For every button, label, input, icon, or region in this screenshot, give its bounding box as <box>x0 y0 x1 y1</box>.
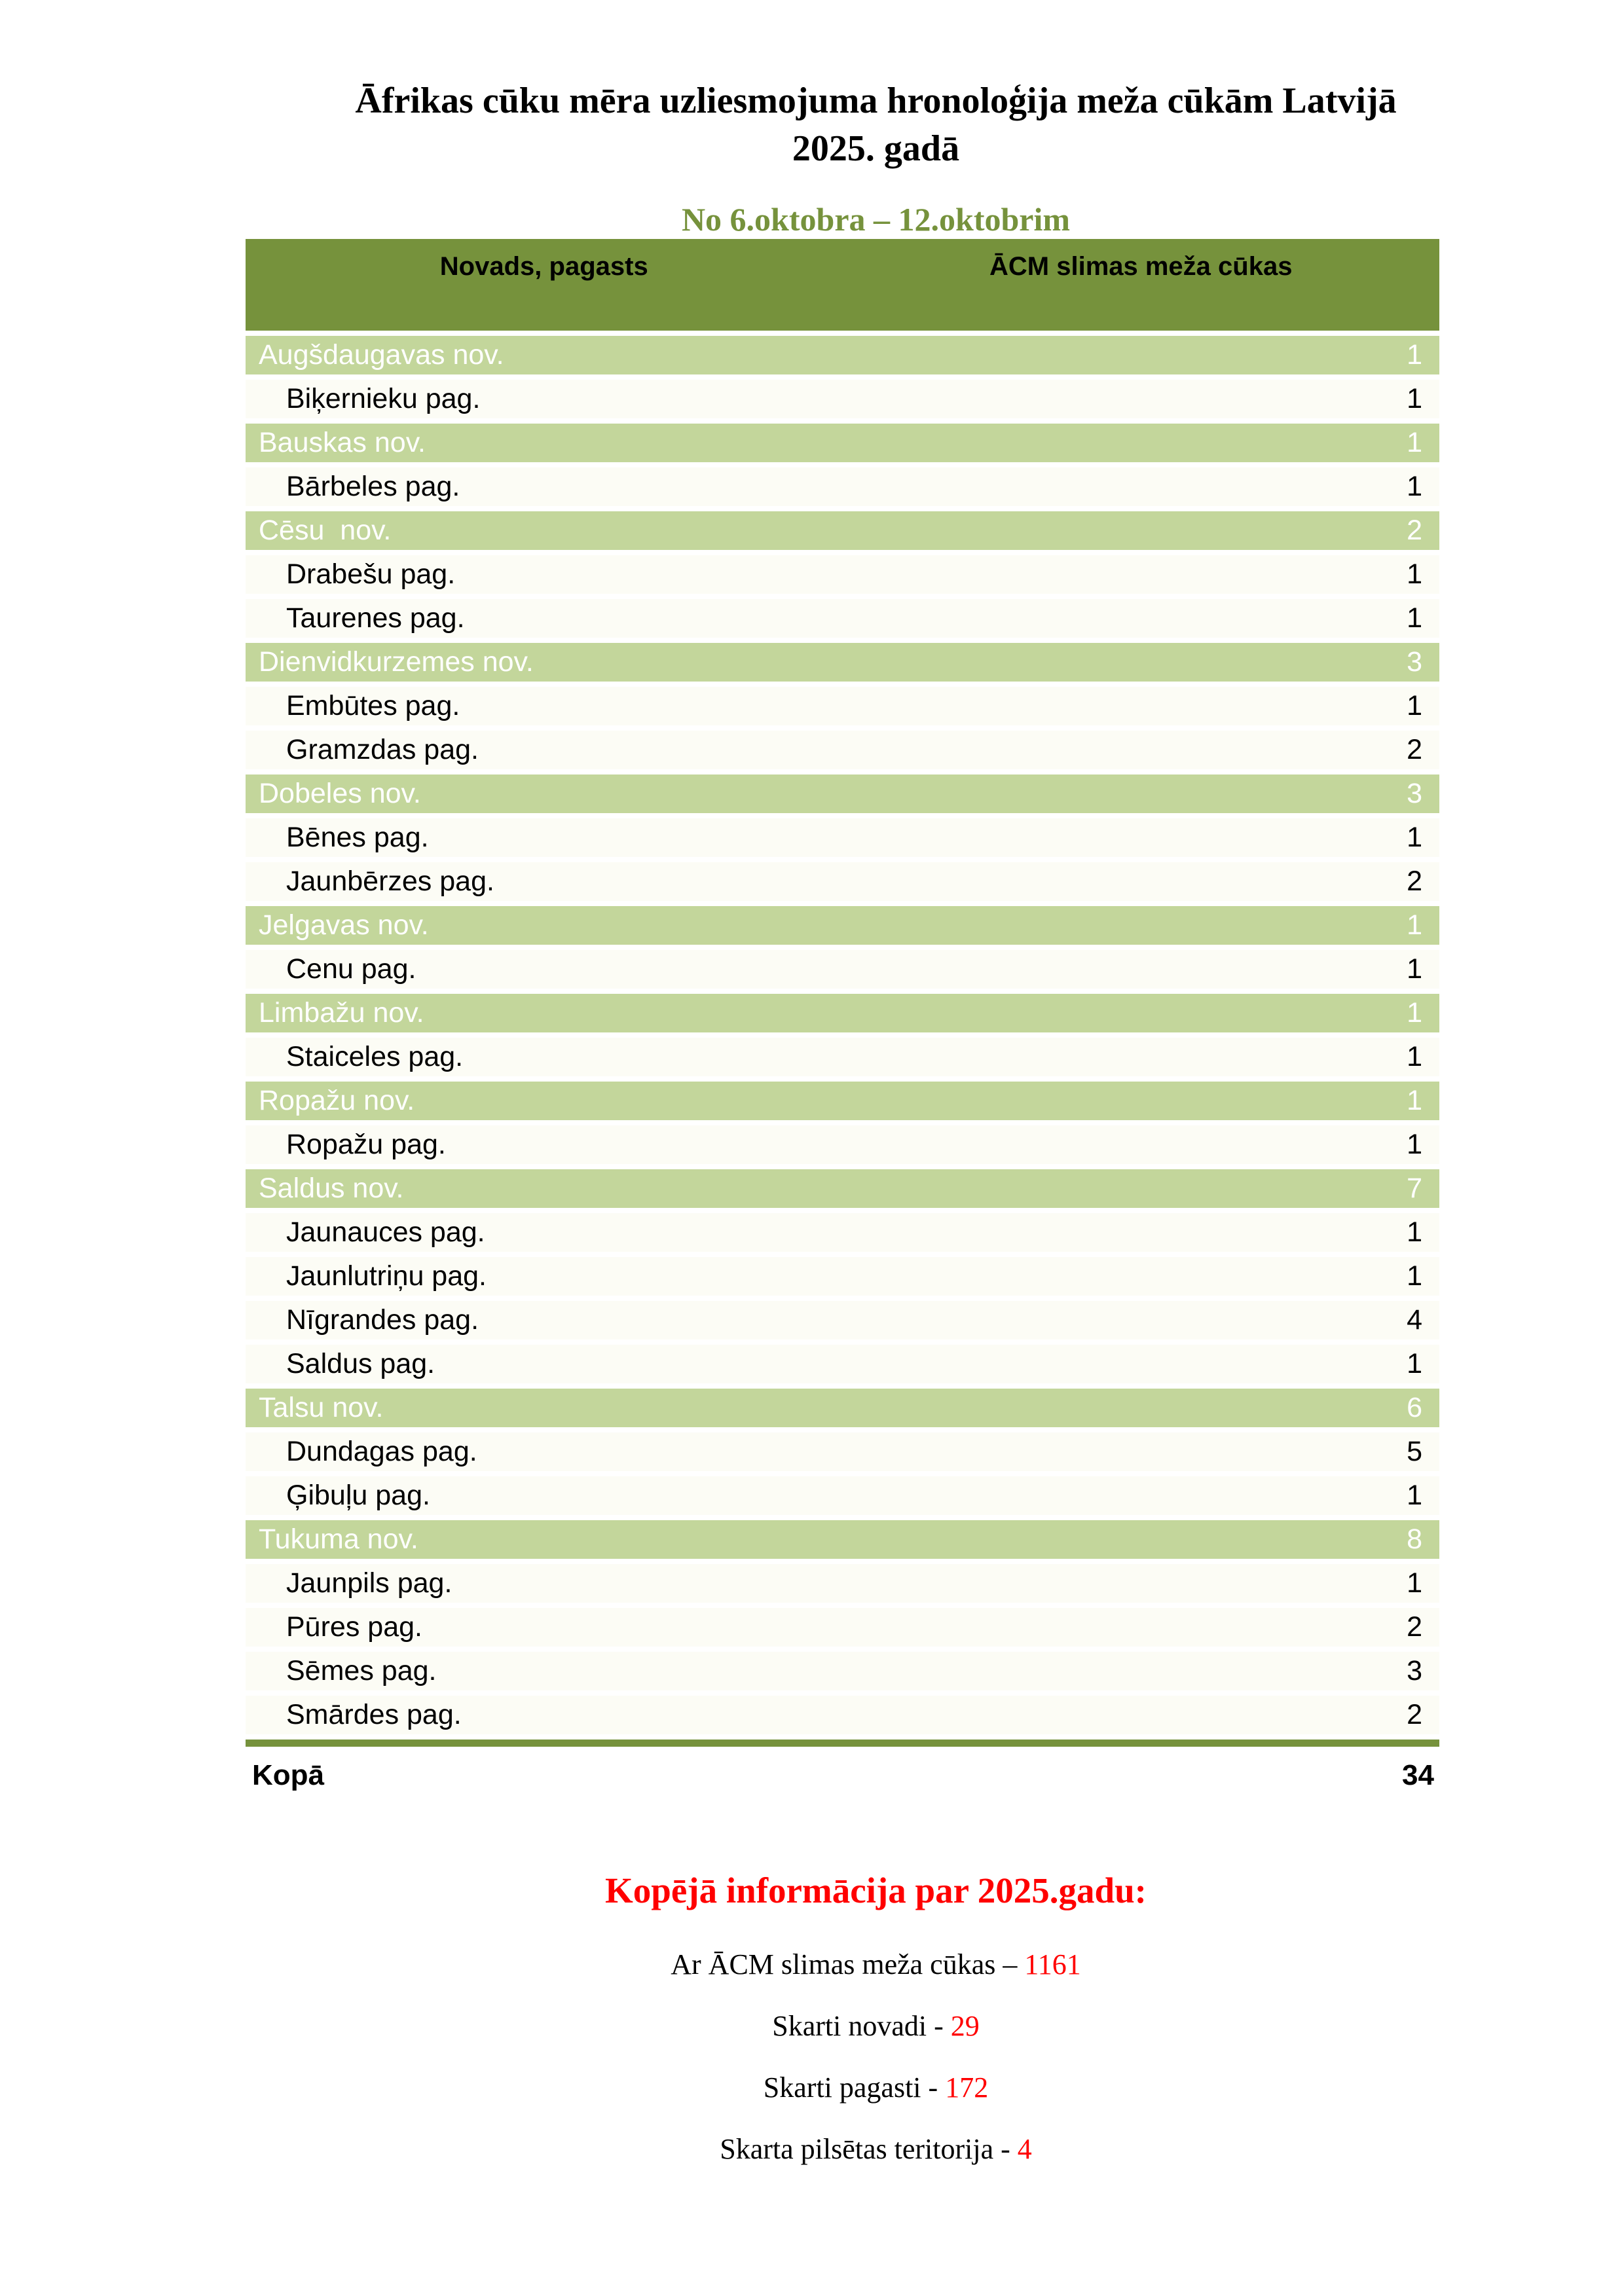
table-row-novads <box>246 774 1439 813</box>
row-value: 1 <box>1407 1260 1422 1292</box>
row-value: 1 <box>1407 339 1422 371</box>
summary-item <box>246 2132 1506 2166</box>
table-row-pagasts <box>246 731 1439 769</box>
summary-item-text: Ar ĀCM slimas meža cūkas – <box>671 1948 1025 1980</box>
row-label: Cēsu nov. <box>259 515 392 546</box>
row-label: Bārbeles pag. <box>286 471 460 502</box>
row-value: 2 <box>1407 734 1422 765</box>
column-header-acm-cases: ĀCM slimas meža cūkas <box>989 252 1293 281</box>
table-row-novads <box>246 994 1439 1032</box>
table-row-pagasts <box>246 1213 1439 1252</box>
table-row-pagasts <box>246 1432 1439 1471</box>
row-label: Ropažu pag. <box>286 1129 446 1160</box>
row-label: Jaunauces pag. <box>286 1216 485 1248</box>
table-row-pagasts <box>246 1125 1439 1164</box>
table-row-novads <box>246 1082 1439 1120</box>
row-value: 2 <box>1407 515 1422 546</box>
summary-item-value: 29 <box>950 2010 980 2042</box>
row-value: 1 <box>1407 427 1422 458</box>
row-value: 1 <box>1407 1480 1422 1511</box>
table-row-novads <box>246 643 1439 682</box>
total-row <box>246 1756 1439 1795</box>
row-value: 1 <box>1407 1348 1422 1379</box>
row-value: 2 <box>1407 1611 1422 1643</box>
row-value: 1 <box>1407 1041 1422 1072</box>
row-value: 1 <box>1407 558 1422 590</box>
row-value: 1 <box>1407 383 1422 414</box>
summary-item <box>246 2009 1506 2043</box>
column-header-novads-pagasts: Novads, pagasts <box>439 252 648 281</box>
row-label: Ģibuļu pag. <box>286 1480 430 1511</box>
title-line-2: 2025. gadā <box>792 128 960 169</box>
row-label: Augšdaugavas nov. <box>259 339 504 371</box>
row-label: Cenu pag. <box>286 953 416 985</box>
title-line-1: Āfrikas cūku mēra uzliesmojuma hronoloģija meža cūkām Latvijā <box>355 81 1397 121</box>
row-label: Dobeles nov. <box>259 778 421 809</box>
table-row-novads <box>246 511 1439 550</box>
table-row-novads <box>246 1520 1439 1559</box>
period-subtitle: No 6.oktobra – 12.oktobrim <box>681 201 1071 238</box>
summary-item-text: Skarta pilsētas teritorija - <box>720 2133 1018 2165</box>
row-value: 7 <box>1407 1173 1422 1204</box>
table-row-pagasts <box>246 950 1439 989</box>
row-label: Saldus nov. <box>259 1173 404 1204</box>
summary-item-value: 1161 <box>1024 1948 1081 1980</box>
row-label: Saldus pag. <box>286 1348 435 1379</box>
row-label: Talsu nov. <box>259 1392 384 1423</box>
row-label: Staiceles pag. <box>286 1041 464 1072</box>
row-value: 3 <box>1407 646 1422 678</box>
row-value: 1 <box>1407 997 1422 1029</box>
table-row-novads <box>246 1169 1439 1208</box>
table-row-pagasts <box>246 1301 1439 1339</box>
table-row-pagasts <box>246 1564 1439 1603</box>
row-value: 1 <box>1407 953 1422 985</box>
total-value: 34 <box>1402 1759 1434 1791</box>
row-label: Jaunlutriņu pag. <box>286 1260 487 1292</box>
summary-item <box>246 2071 1506 2104</box>
table-row-novads <box>246 336 1439 374</box>
row-label: Pūres pag. <box>286 1611 422 1643</box>
table-row-pagasts <box>246 467 1439 506</box>
row-value: 3 <box>1407 1655 1422 1686</box>
row-label: Smārdes pag. <box>286 1699 462 1730</box>
summary-item <box>246 1948 1506 1981</box>
row-value: 6 <box>1407 1392 1422 1423</box>
table-total-divider <box>246 1740 1439 1747</box>
row-value: 2 <box>1407 866 1422 897</box>
row-label: Bēnes pag. <box>286 822 429 853</box>
table-row-pagasts <box>246 1038 1439 1076</box>
row-label: Dienvidkurzemes nov. <box>259 646 534 678</box>
table-row-pagasts <box>246 555 1439 594</box>
table-row-novads <box>246 906 1439 945</box>
document-title <box>246 77 1506 173</box>
summary-item-value: 4 <box>1017 2133 1032 2165</box>
summary-heading: Kopējā informācija par 2025.gadu: <box>604 1870 1147 1910</box>
row-value: 5 <box>1407 1436 1422 1467</box>
row-label: Tukuma nov. <box>259 1523 418 1555</box>
table-row-pagasts <box>246 818 1439 857</box>
row-value: 1 <box>1407 1085 1422 1116</box>
row-label: Gramzdas pag. <box>286 734 479 765</box>
table-row-pagasts <box>246 1345 1439 1383</box>
row-value: 3 <box>1407 778 1422 809</box>
summary-item-text: Skarti novadi - <box>772 2010 951 2042</box>
row-value: 1 <box>1407 602 1422 634</box>
summary-section <box>246 1870 1506 2194</box>
table-body <box>246 336 1439 1734</box>
summary-item-text: Skarti pagasti - <box>763 2071 946 2104</box>
row-value: 2 <box>1407 1699 1422 1730</box>
table-row-novads <box>246 1389 1439 1427</box>
table-row-pagasts <box>246 1696 1439 1734</box>
table-row-pagasts <box>246 1476 1439 1515</box>
outbreak-table <box>246 239 1439 1795</box>
table-row-pagasts <box>246 1652 1439 1690</box>
row-label: Dundagas pag. <box>286 1436 477 1467</box>
row-label: Drabešu pag. <box>286 558 456 590</box>
row-label: Embūtes pag. <box>286 690 460 721</box>
row-label: Jaunpils pag. <box>286 1567 452 1599</box>
row-label: Ropažu nov. <box>259 1085 415 1116</box>
row-value: 1 <box>1407 822 1422 853</box>
row-label: Sēmes pag. <box>286 1655 437 1686</box>
table-row-pagasts <box>246 687 1439 725</box>
row-value: 8 <box>1407 1523 1422 1555</box>
row-label: Nīgrandes pag. <box>286 1304 479 1336</box>
row-label: Biķernieku pag. <box>286 383 481 414</box>
row-value: 1 <box>1407 690 1422 721</box>
row-label: Jaunbērzes pag. <box>286 866 494 897</box>
summary-item-value: 172 <box>945 2071 989 2104</box>
table-row-pagasts <box>246 862 1439 901</box>
table-header-row <box>246 239 1439 331</box>
row-value: 1 <box>1407 909 1422 941</box>
row-label: Taurenes pag. <box>286 602 465 634</box>
total-label: Kopā <box>252 1759 324 1791</box>
row-value: 4 <box>1407 1304 1422 1336</box>
row-value: 1 <box>1407 471 1422 502</box>
row-value: 1 <box>1407 1567 1422 1599</box>
table-row-novads <box>246 424 1439 462</box>
table-row-pagasts <box>246 380 1439 418</box>
table-row-pagasts <box>246 599 1439 638</box>
table-row-pagasts <box>246 1608 1439 1647</box>
summary-items <box>246 1948 1506 2166</box>
table-row-pagasts <box>246 1257 1439 1296</box>
row-value: 1 <box>1407 1129 1422 1160</box>
row-value: 1 <box>1407 1216 1422 1248</box>
row-label: Limbažu nov. <box>259 997 424 1029</box>
row-label: Bauskas nov. <box>259 427 426 458</box>
row-label: Jelgavas nov. <box>259 909 429 941</box>
